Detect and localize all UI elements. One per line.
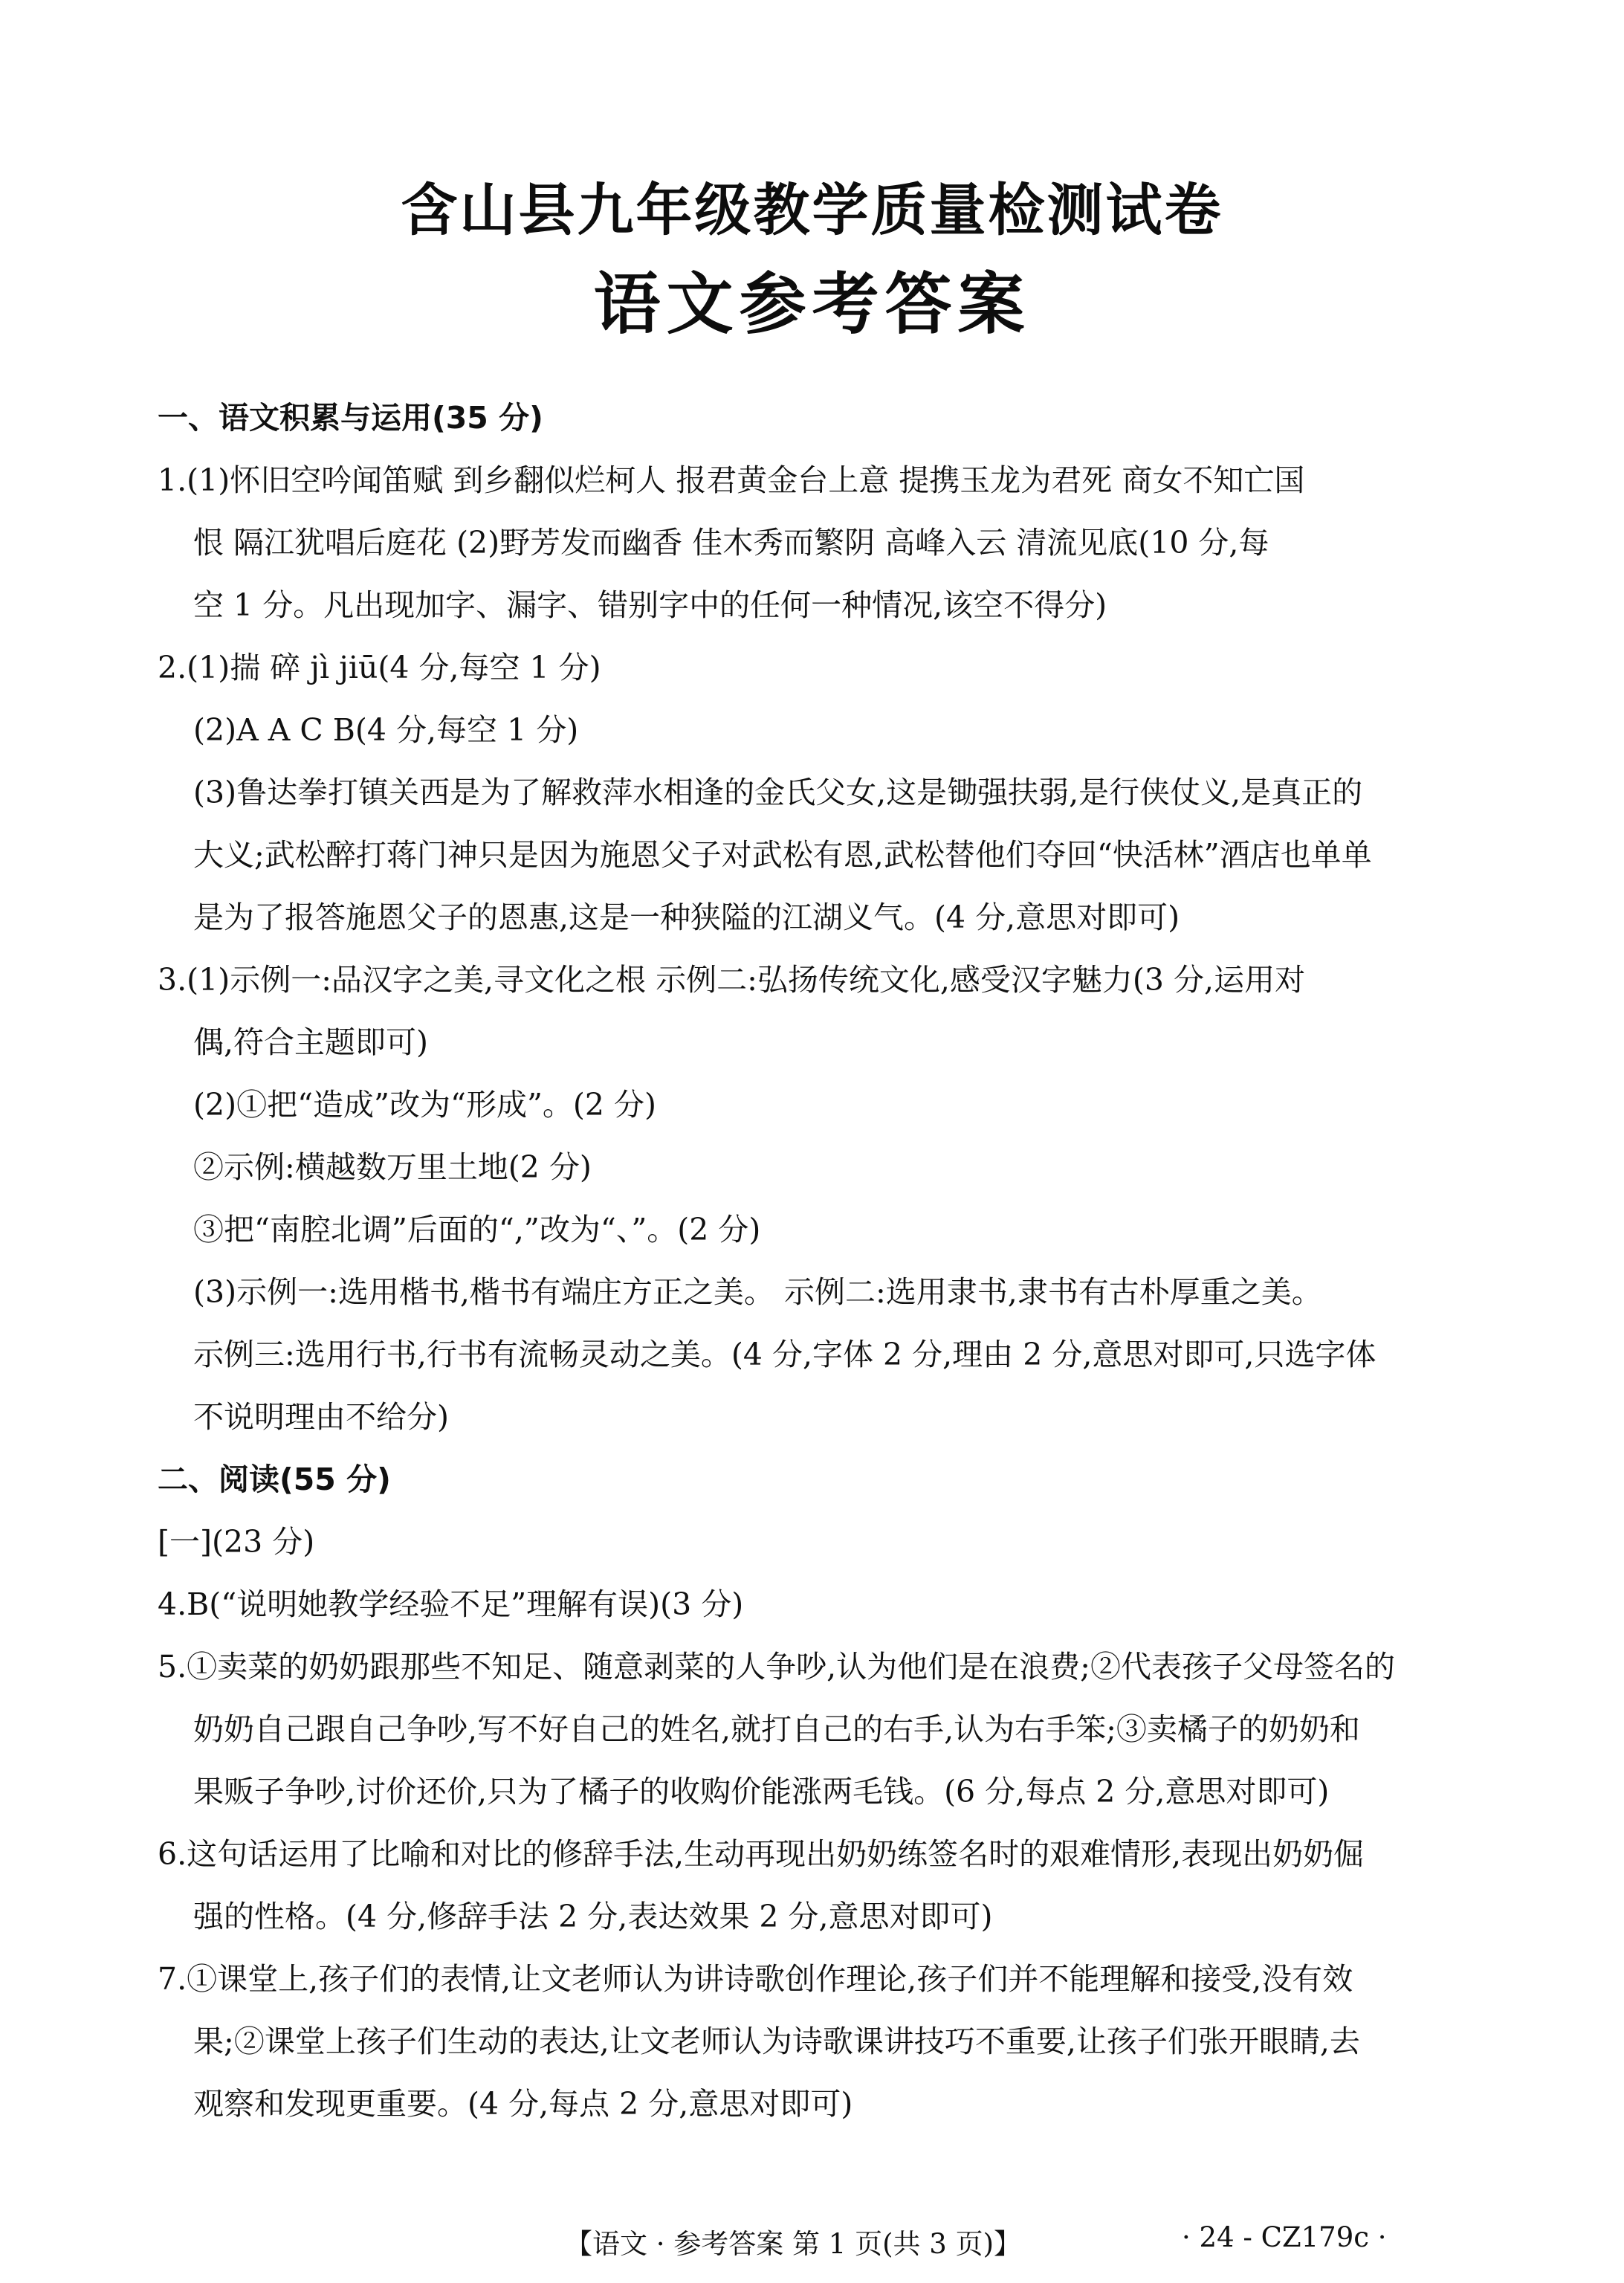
footer-page-info: 【语文 · 参考答案 第 1 页(共 3 页)】: [565, 2228, 1022, 2260]
answer-line: 恨 隔江犹唱后庭花 (2)野芳发而幽香 佳木秀而繁阴 高峰入云 清流见底(10 分,每: [193, 525, 1269, 561]
answer-line: 4.B(“说明她教学经验不足”理解有误)(3 分): [158, 1586, 744, 1622]
answer-line: 5.①卖菜的奶奶跟那些不知足、随意剥菜的人争吵,认为他们是在浪费;②代表孩子父母签名的: [158, 1649, 1395, 1685]
answer-line: 1.(1)怀旧空吟闻笛赋 到乡翻似烂柯人 报君黄金台上意 提携玉龙为君死 商女不知亡国: [158, 462, 1305, 498]
answer-line: 2.(1)揣 碎 jì jiū(4 分,每空 1 分): [158, 650, 601, 685]
answer-line: 3.(1)示例一:品汉字之美,寻文化之根 示例二:弘扬传统文化,感受汉字魅力(3 分,运用对: [158, 962, 1306, 998]
answer-line: (2)①把“造成”改为“形成”。(2 分): [193, 1087, 657, 1123]
answer-line: 强的性格。(4 分,修辞手法 2 分,表达效果 2 分,意思对即可): [193, 1899, 993, 1934]
answer-line: 大义;武松醉打蒋门神只是因为施恩父子对武松有恩,武松替他们夺回“快活林”酒店也单单: [193, 837, 1372, 873]
document-title: 含山县九年级教学质量检测试卷: [401, 177, 1223, 243]
answer-line: 7.①课堂上,孩子们的表情,让文老师认为讲诗歌创作理论,孩子们并不能理解和接受,没有效: [158, 1961, 1353, 1997]
section-heading: 一、语文积累与运用(35 分): [158, 400, 543, 436]
answer-line: 空 1 分。凡出现加字、漏字、错别字中的任何一种情况,该空不得分): [193, 587, 1107, 623]
answer-line: ②示例:横越数万里土地(2 分): [193, 1149, 592, 1185]
footer-code: · 24 - CZ179c ·: [1182, 2221, 1387, 2253]
answer-line: (2)A A C B(4 分,每空 1 分): [193, 712, 579, 748]
answer-content: [158, 387, 1477, 2135]
answer-line: 不说明理由不给分): [193, 1399, 449, 1435]
answer-line: ③把“南腔北调”后面的“,”改为“、”。(2 分): [193, 1212, 761, 1247]
answer-line: 观察和发现更重要。(4 分,每点 2 分,意思对即可): [193, 2086, 853, 2122]
answer-line: (3)示例一:选用楷书,楷书有端庄方正之美。 示例二:选用隶书,隶书有古朴厚重之美。: [193, 1274, 1322, 1310]
answer-line: 示例三:选用行书,行书有流畅灵动之美。(4 分,字体 2 分,理由 2 分,意思对即可,只选字体: [193, 1337, 1376, 1372]
answer-line: 6.这句话运用了比喻和对比的修辞手法,生动再现出奶奶练签名时的艰难情形,表现出奶奶倔: [158, 1836, 1365, 1872]
answer-line: 奶奶自己跟自己争吵,写不好自己的姓名,就打自己的右手,认为右手笨;③卖橘子的奶奶和: [193, 1711, 1360, 1747]
page-footer: [0, 2221, 1624, 2266]
answer-line: [一](23 分): [158, 1524, 315, 1560]
section-heading: 二、阅读(55 分): [158, 1462, 391, 1497]
document-subtitle: 语文参考答案: [593, 265, 1031, 343]
answer-line: 果贩子争吵,讨价还价,只为了橘子的收购价能涨两毛钱。(6 分,每点 2 分,意思对即可): [193, 1774, 1330, 1809]
answer-line: 偶,符合主题即可): [193, 1024, 429, 1060]
answer-line: (3)鲁达拳打镇关西是为了解救萍水相逢的金氏父女,这是锄强扶弱,是行侠仗义,是真正的: [193, 775, 1363, 810]
answer-line: 果;②课堂上孩子们生动的表达,让文老师认为诗歌课讲技巧不重要,让孩子们张开眼睛,去: [193, 2024, 1360, 2059]
answer-line: 是为了报答施恩父子的恩惠,这是一种狭隘的江湖义气。(4 分,意思对即可): [193, 900, 1180, 935]
